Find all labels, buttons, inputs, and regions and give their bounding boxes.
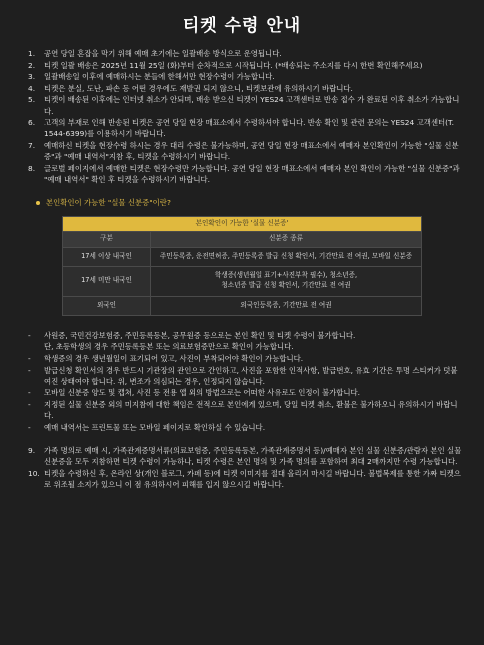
list-item: - 발급신청 확인서의 경우 반드시 기관장의 관인으로 간인하고, 사진을 포함한 인적사항, 발급번호, 유효 기간은 투명 스티커가 덧붙여진 상태여야 합니다. 위, 변조가 의심되는 경우, 인정되지 않습니다. <box>28 365 458 386</box>
list-item: 7. 예매하신 티켓을 현장수령 하시는 경우 대리 수령은 불가능하며, 공연 당일 현장 매표소에서 예매자 본인확인이 가능한 "실물 신분증"과 "예매 내역서"지참 후, 티켓을 수령하시기 바랍니다. <box>28 140 459 161</box>
list-item: 1. 공연 당일 혼잡을 막기 위해 예매 초기에는 일괄배송 방식으로 운영됩니다. <box>28 49 282 58</box>
list-item: 4. 티켓은 분실, 도난, 파손 등 어떤 경우에도 재발권 되지 않으니, 티켓보관에 유의하시기 바랍니다. <box>28 83 353 93</box>
notice-list-a <box>20 48 464 185</box>
list-item: 9. 가족 명의로 예매 시, 가족관계증명서류(의료보험증, 주민등록등본, 가족관계증명서 등)/예매자 본인 실물 신분증/관람자 본인 실물 신분증을 모두 지참하면 티켓 수령이 가능하나, 티켓 수령은 본인 명의 및 가족 명의를 포함하여 최대 2매까지만 수령 가능합니다. <box>28 445 462 466</box>
notice-list-b <box>20 445 464 490</box>
table-row: 외국인 외국인등록증, 기간만료 전 여권 <box>63 296 422 315</box>
id-types-table <box>62 216 422 316</box>
column-header-category: 구분 <box>63 231 151 247</box>
list-item: 10. 티켓을 수령하신 후, 온라인 상(개인 블로그, 카페 등)에 티켓 이미지를 절대 올리지 마시길 바랍니다. 불법복제를 통한 가짜 티켓으로 위조될 소지가 있으니 이 점 유의하시어 피해를 입지 않으시길 바랍니다. <box>28 468 461 489</box>
list-item: 8. 글로벌 페이지에서 예매한 티켓은 현장수령만 가능합니다. 공연 당일 현장 매표소에서 예매자 본인 확인이 가능한 "실물 신분증"과 "예매 내역서" 확인 후 티켓을 수령하시기 바랍니다. <box>28 163 460 184</box>
bullet-dot-icon <box>36 201 40 205</box>
list-item: 5. 티켓이 배송된 이후에는 인터넷 취소가 안되며, 배송 받으신 티켓이 YES24 고객센터로 반송 접수 가 완료된 이후 취소가 가능합니다. <box>28 95 460 116</box>
id-notes-list <box>20 330 464 433</box>
list-item: - 사원증, 국민건강보험증, 주민등록등본, 공무원증 등으로는 본인 확인 및 티켓 수령이 불가합니다. <box>28 330 356 340</box>
list-item: - 지정된 실물 신분증 외의 미지참에 대한 책임은 전적으로 본인에게 있으며, 당일 티켓 취소, 환불은 불가하오니 유의하시기 바랍니다. <box>28 399 458 421</box>
column-header-types: 신분증 종류 <box>151 231 422 247</box>
table-row: 17세 미만 내국인 학생증(생년월일 표기+사진부착 필수), 청소년증, 청소년증 발급 신청 확인서, 기간만료 전 여권 <box>63 266 422 296</box>
list-item: 2. 티켓 일괄 배송은 2025년 11월 25일 (화)부터 순차적으로 시작됩니다. (*배송되는 주소지를 다시 한번 확인해주세요) <box>28 60 423 70</box>
list-item: - 예매 내역서는 프린트물 또는 모바일 페이지로 확인하실 수 있습니다. <box>28 422 266 432</box>
list-item: - 모바일 신분증 양도 및 캡쳐, 사진 등 전용 앱 외의 방법으로는 어떠한 사유로도 인정이 불가합니다. <box>28 388 361 398</box>
list-item: 3. 일괄배송일 이후에 예매하시는 분들에 한해서만 현장수령이 가능합니다. <box>28 72 275 82</box>
table-row: 17세 이상 내국인 주민등록증, 운전면허증, 주민등록증 발급 신청 확인서, 기간만료 전 여권, 모바일 신분증 <box>63 247 422 266</box>
list-item: 6. 고객의 부재로 인해 반송된 티켓은 공연 당일 현장 매표소에서 수령하셔야 합니다. 반송 확인 및 관련 문의는 YES24 고객센터(T. 1544-6399)를 이용하시기 바랍니다. <box>28 118 454 139</box>
list-item: 단, 초등학생의 경우 주민등록등본 또는 의료보험증만으로 확인이 가능합니다. <box>44 342 294 352</box>
page-title: 티켓 수령 안내 <box>182 16 302 36</box>
list-item: - 학생증의 경우 생년월일이 표기되어 있고, 사진이 부착되어야 확인이 가능합니다. <box>28 354 304 364</box>
id-section-title: 본인확인이 가능한 "실물 신분증"이란? <box>36 197 464 208</box>
table-caption: 본인확인이 가능한 '실물 신분증' <box>63 216 422 231</box>
